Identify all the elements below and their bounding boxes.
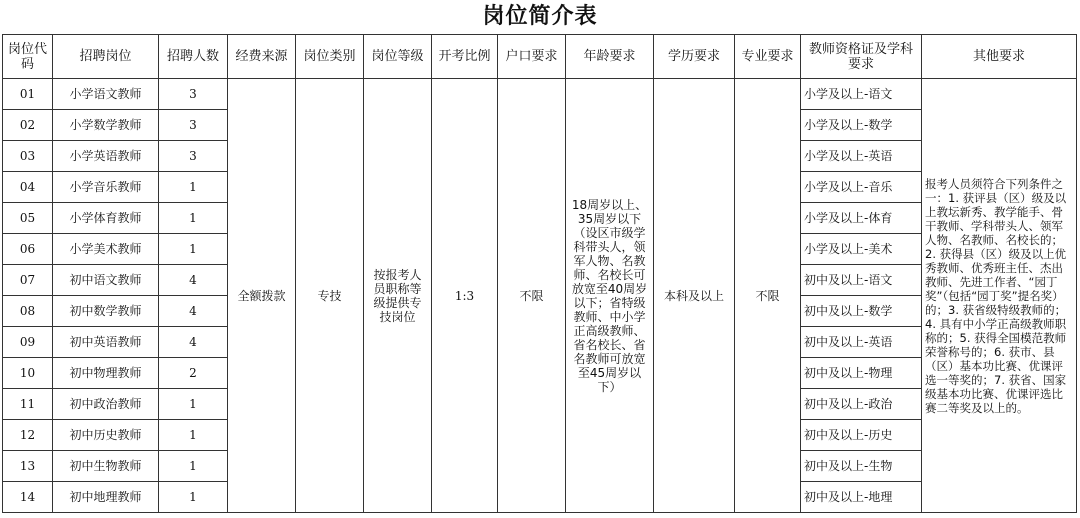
header-category: 岗位类别	[296, 35, 364, 79]
cell-code: 14	[3, 482, 53, 513]
cell-code: 01	[3, 79, 53, 110]
cell-cert: 小学及以上-数学	[801, 110, 922, 141]
cell-code: 04	[3, 172, 53, 203]
cell-code: 11	[3, 389, 53, 420]
header-ratio: 开考比例	[432, 35, 498, 79]
cell-position: 初中英语教师	[53, 327, 159, 358]
cell-position: 初中地理教师	[53, 482, 159, 513]
cell-code: 10	[3, 358, 53, 389]
cell-count: 2	[159, 358, 228, 389]
header-major: 专业要求	[735, 35, 801, 79]
cell-cert: 初中及以上-生物	[801, 451, 922, 482]
cell-cert: 初中及以上-历史	[801, 420, 922, 451]
cell-cert: 初中及以上-语文	[801, 265, 922, 296]
cell-cert: 初中及以上-英语	[801, 327, 922, 358]
cell-code: 09	[3, 327, 53, 358]
cell-funding: 全额拨款	[228, 79, 296, 513]
cell-position: 初中历史教师	[53, 420, 159, 451]
header-count: 招聘人数	[159, 35, 228, 79]
cell-position: 小学数学教师	[53, 110, 159, 141]
cell-count: 4	[159, 327, 228, 358]
cell-position: 初中物理教师	[53, 358, 159, 389]
header-level: 岗位等级	[364, 35, 432, 79]
cell-count: 1	[159, 420, 228, 451]
cell-code: 06	[3, 234, 53, 265]
cell-position: 初中生物教师	[53, 451, 159, 482]
cell-position: 小学美术教师	[53, 234, 159, 265]
cell-code: 03	[3, 141, 53, 172]
cell-count: 1	[159, 451, 228, 482]
cell-position: 初中数学教师	[53, 296, 159, 327]
cell-category: 专技	[296, 79, 364, 513]
cell-count: 4	[159, 296, 228, 327]
cell-count: 3	[159, 141, 228, 172]
cell-ratio: 1:3	[432, 79, 498, 513]
cell-education: 本科及以上	[654, 79, 735, 513]
header-age: 年龄要求	[566, 35, 654, 79]
cell-code: 13	[3, 451, 53, 482]
cell-cert: 初中及以上-政治	[801, 389, 922, 420]
cell-position: 小学音乐教师	[53, 172, 159, 203]
cell-count: 1	[159, 203, 228, 234]
cell-count: 3	[159, 110, 228, 141]
cell-level: 按报考人员职称等级提供专技岗位	[364, 79, 432, 513]
cell-cert: 小学及以上-音乐	[801, 172, 922, 203]
header-code: 岗位代码	[3, 35, 53, 79]
cell-position: 小学语文教师	[53, 79, 159, 110]
cell-cert: 小学及以上-体育	[801, 203, 922, 234]
cell-cert: 初中及以上-数学	[801, 296, 922, 327]
cell-major: 不限	[735, 79, 801, 513]
cell-position: 小学英语教师	[53, 141, 159, 172]
cell-position: 初中政治教师	[53, 389, 159, 420]
cell-position: 初中语文教师	[53, 265, 159, 296]
cell-count: 1	[159, 234, 228, 265]
cell-cert: 小学及以上-美术	[801, 234, 922, 265]
header-position: 招聘岗位	[53, 35, 159, 79]
header-hukou: 户口要求	[498, 35, 566, 79]
header-funding: 经费来源	[228, 35, 296, 79]
cell-position: 小学体育教师	[53, 203, 159, 234]
cell-count: 1	[159, 389, 228, 420]
cell-age: 18周岁以上、35周岁以下（设区市级学科带头人，领军人物、名教师、名校长可放宽至40周岁以下；省特级教师、中小学正高级教师、省名校长、省名教师可放宽至45周岁以下）	[566, 79, 654, 513]
cell-code: 07	[3, 265, 53, 296]
cell-count: 3	[159, 79, 228, 110]
cell-cert: 小学及以上-英语	[801, 141, 922, 172]
position-table	[2, 34, 1077, 513]
cell-code: 02	[3, 110, 53, 141]
cell-count: 4	[159, 265, 228, 296]
cell-code: 05	[3, 203, 53, 234]
cell-code: 12	[3, 420, 53, 451]
cell-count: 1	[159, 172, 228, 203]
header-other: 其他要求	[922, 35, 1077, 79]
cell-cert: 初中及以上-地理	[801, 482, 922, 513]
cell-code: 08	[3, 296, 53, 327]
page-title: 岗位简介表	[482, 4, 598, 29]
header-row	[3, 35, 1077, 79]
cell-count: 1	[159, 482, 228, 513]
cell-other: 报考人员须符合下列条件之一：1. 获评县（区）级及以上教坛新秀、教学能手、骨干教师、学科带头人、领军人物、名教师、名校长的；2. 获得县（区）级及以上优秀教师、优秀班主任、杰出教师、先进工作者、“园丁奖”（包括“园丁奖”提名奖）的；3. 获省级特级教师的；4. 具有中小学正高级教师职称的；5. 获得全国模范教师荣誉称号的；6. 获市、县（区）基本功比赛、优课评选一等奖的；7. 获省、国家级基本功比赛、优课评选比赛二等奖及以上的。	[922, 79, 1077, 513]
cell-cert: 小学及以上-语文	[801, 79, 922, 110]
table-row	[3, 79, 1077, 110]
cell-hukou: 不限	[498, 79, 566, 513]
header-education: 学历要求	[654, 35, 735, 79]
header-cert: 教师资格证及学科要求	[801, 35, 922, 79]
cell-cert: 初中及以上-物理	[801, 358, 922, 389]
